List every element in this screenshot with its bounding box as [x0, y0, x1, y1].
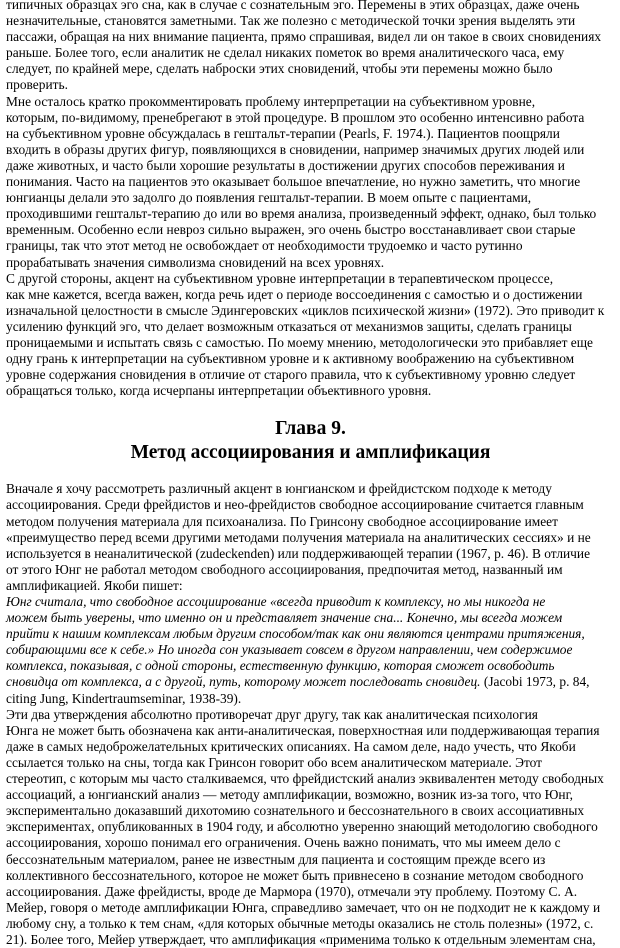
paragraph-intro: Вначале я хочу рассмотреть различный акцент в юнгианском и фрейдистском подходе к методу ассоциирования. Среди фрейдистов и нео-фрейдистов свободное ассоциирование считается главным методом получения материала для психоанализа. По Гринсону свободное ассоциирование имеет «преимущество перед всеми другими методами получения материала на аналитических сессиях» и не используется в неаналитической (zudeckenden) или поддерживающей терапии (1967, p. 46). В отличие от этого Юнг не работал методом свободного ассоциирования, предпочитая метод, названный им амплификацией. Якоби пишет:	[6, 481, 591, 593]
paragraph-3: С другой стороны, акцент на субъективном уровне интерпретации в терапевтическом процессе, как мне кажется, всегда важен, когда речь идет о периоде воссоединения с самостью и о достижении изначальной целостности в смысле Эдингеровских «циклов психической жизни» (1972). Это приводит к усилению функций эго, что делает возможным отказаться от механизмов защиты, сделать границы проницаемыми и испытать связь с самостью. По моему мнению, методологически это прибавляет еще одну грань к интерпретации на субъективном уровне и к активному воображению на субъективном уровне содержания сновидения в отличие от старого правила, что к субъективному уровню следует обращаться только, когда исчерпаны интерпретации объективного уровня.	[6, 270, 605, 399]
paragraph-1: типичных образцах эго сна, как в случае с сознательным эго. Перемены в этих образцах, даже очень незначительные, становятся заметными. Так же полезно с методической точки зрения выделять эти пассажи, обращая на них внимание пациента, прямо спрашивая, видел ли он такое в своих сновидениях раньше. Более того, если аналитик не сделал никаких пометок во время аналитического часа, ему следует, по крайней мере, сделать наброски этих сновидений, чтобы эти перемены можно было проверить.	[6, 0, 602, 93]
quote-block	[6, 594, 615, 707]
quote-citation: (Jacobi 1973, p. 84, citing Jung, Kindertraumseminar, 1938-39).	[6, 674, 590, 706]
chapter-title: Метод ассоциирования и амплификация	[130, 442, 491, 464]
quote-text: Юнг считала, что свободное ассоциирование «всегда приводит к комплексу, но мы никогда не можем быть уверены, что именно он и представляет значение сна... Конечно, мы всегда можем прийти к нашим комплексам любым другим способом/так как они являются центрами притяжения, собирающими все к себе.» Но иногда сон указывает совсем в другом направлении, чем содержимое комплекса, показывая, с одной стороны, естественную функцию, которая сможет освободить сновидца от комплекса, а с другой, путь, которому может последовать сновидец.	[6, 594, 585, 690]
chapter-number: Глава 9.	[275, 418, 346, 440]
paragraph-2: Мне осталось кратко прокомментировать проблему интерпретации на субъективном уровне, которым, по-видимому, пренебрегают в этой процедуре. В прошлом это особенно интенсивно работа на субъективном уровне обсуждалась в гештальт-терапии (Pearls, F. 1974.). Пациентов поощряли входить в образы других фигур, появляющихся в сновидении, например значимых других людей или даже животных, и часто были хорошие результаты в достижении других способов переживания и понимания. Часто на пациентов это оказывает большое впечатление, но нужно заметить, что многие юнгианцы делали это задолго до появления гештальт-терапии. В моем опыте с пациентами, проходившими гештальт-терапию до или во время анализа, произведенный эффект, однако, был только временным. Особенно если невроз сильно выражен, эго очень быстро восстанавливает свои старые границы, так что этот метод не освобождает от необходимости трудоемко и часто рутинно прорабатывать значения символизма сновидений на всех уровнях.	[6, 93, 597, 270]
paragraph-last: Эти два утверждения абсолютно противоречат друг другу, так как аналитическая психология Юнга не может быть обозначена как анти-аналитическая, поверхностная или поддерживающая терапия даже в самых недоброжелательных критических описаниях. На самом деле, надо учесть, что Якоби ссылается только на сны, тогда как Гринсон говорит обо всем аналитическом материале. Этот стереотип, с которым мы часто сталкиваемся, что фрейдистский анализ эквивалентен методу свободных ассоциаций, а юнгианский анализ — методу амплификации, возможно, возник из-за того, что Юнг, экспериментально доказавший дихотомию сознательного и бессознательного в своих ассоциативных экспериментах, опубликованных в 1904 году, и абсолютно уверенно знающий методологию свободного ассоциирования, хорошо понимал его ограничения. Очень важно понимать, что мы имеем дело с бессознательным материалом, ранее не известным для пациента и состоящим прежде всего из коллективного бессознательного, которое не может быть привнесено в сознание методом свободного ассоциирования. Даже фрейдисты, вроде де Мармора (1970), отмечали эту проблему. Поэтому С. А. Мейер, говоря о методе амплификации Юнга, справедливо замечает, что он не подходит не к каждому и любому сну, а только к тем снам, «для которых обычные методы оказались не столь полезны» (1972, с. 21). Более того, Мейер утверждает, что амплификация «применима только к отдельным элементам сна,	[6, 706, 604, 947]
chapter-heading	[6, 417, 615, 465]
